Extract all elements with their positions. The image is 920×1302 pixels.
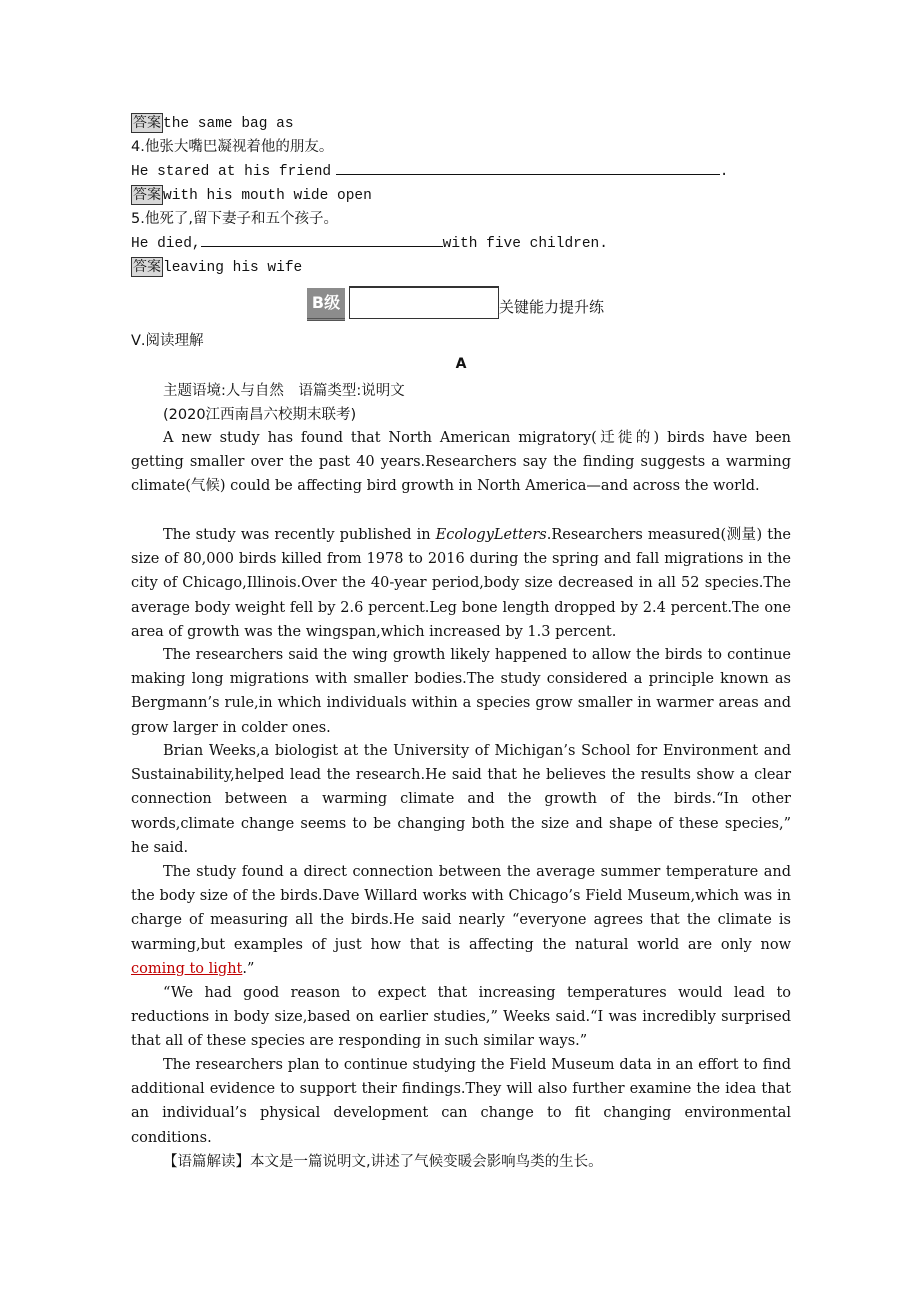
passage-meta-topic: 主题语境:人与自然 语篇类型:说明文 — [163, 383, 405, 399]
q5-sentence-start: He died, — [131, 236, 201, 252]
passage-paragraph-5 — [131, 860, 791, 981]
passage-paragraph-2 — [131, 523, 791, 644]
q4-sentence-start: He stared at his friend — [131, 164, 332, 180]
passage-paragraph-6: “We had good reason to expect that increasing temperatures would lead to reductions in body size,based on earlier studies,” Weeks said.“I was incredibly surprised that all of these species are responding in such similar ways.” — [131, 985, 791, 1050]
passage-interpretation — [163, 1151, 603, 1173]
interpretation-text: 本文是一篇说明文,讲述了气候变暖会影响鸟类的生长。 — [250, 1154, 603, 1170]
q4-answer-line — [131, 184, 372, 207]
q5-answer: leaving his wife — [163, 260, 303, 276]
passage-paragraph-3: The researchers said the wing growth likely happened to allow the birds to continue making long migrations with smaller bodies.The study considered a principle known as Bergmann’s rule,in which individuals within a species grow smaller in warmer areas and grow larger in colder ones. — [131, 647, 791, 736]
p5-pre: The study found a direct connection between the average summer temperature and the body size of the birds.Dave Willard works with Chicago’s Field Museum,which was in charge of measuring all the birds.He said nearly “everyone agrees that the climate is warming,but examples of just how that is affecting the natural world are only now — [131, 864, 791, 953]
q4-blank[interactable] — [336, 160, 720, 175]
q5-prompt: 5.他死了,留下妻子和五个孩子。 — [131, 211, 338, 227]
passage-paragraph-1: A new study has found that North American migratory(迁徙的) birds have been getting smaller over the past 40 years.Researchers say the finding suggests a warming climate(气候) could be affecting bird growth in North America—and across the world. — [131, 430, 791, 495]
q5-blank[interactable] — [201, 232, 443, 247]
q3-answer-line — [131, 112, 294, 135]
section-title: Ⅴ.阅读理解 — [131, 333, 204, 349]
answer-badge: 答案 — [133, 259, 161, 275]
q5-sentence-end: with five children. — [442, 236, 608, 252]
q4-sentence — [131, 160, 728, 183]
q3-answer: the same bag as — [163, 116, 294, 132]
p2-post: .Researchers measured(测量) the size of 80,000 birds killed from 1978 to 2016 during the spring and fall migrations in the city of Chicago,Illinois.Over the 40-year period,body size decreased in all 52 species.The average body weight fell by 2.6 percent.Leg bone length dropped by 2.4 percent.The one area of growth was the wingspan,which increased by 1.3 percent. — [131, 527, 791, 640]
interpretation-label: 【语篇解读】 — [163, 1154, 250, 1170]
q4-answer: with his mouth wide open — [163, 188, 372, 204]
p2-pre: The study was recently published in — [163, 527, 436, 543]
level-badge: B级 — [307, 288, 345, 321]
highlighted-phrase: coming to light — [131, 960, 243, 977]
q4-sentence-end: . — [719, 164, 729, 180]
level-box — [349, 286, 499, 319]
level-title: 关键能力提升练 — [499, 298, 605, 316]
p5-post: .” — [242, 960, 255, 977]
q5-sentence — [131, 232, 608, 255]
answer-badge: 答案 — [133, 115, 161, 131]
passage-paragraph-7: The researchers plan to continue studying the Field Museum data in an effort to find additional evidence to support their findings.They will also further examine the idea that an individual’s physical development can change to fit changing environmental conditions. — [131, 1057, 791, 1146]
journal-name: EcologyLetters — [435, 527, 547, 543]
passage-label: A — [455, 356, 467, 372]
q4-prompt: 4.他张大嘴巴凝视着他的朋友。 — [131, 139, 334, 155]
passage-meta-source: (2020江西南昌六校期末联考) — [163, 407, 357, 423]
q5-answer-line — [131, 256, 302, 279]
answer-badge: 答案 — [133, 187, 161, 203]
passage-paragraph-4: Brian Weeks,a biologist at the University of Michigan’s School for Environment and Sustainability,helped lead the research.He said that he believes the results show a clear connection between a warming climate and the growth of the birds.“In other words,climate change seems to be changing both the size and shape of these species,” he said. — [131, 743, 791, 856]
